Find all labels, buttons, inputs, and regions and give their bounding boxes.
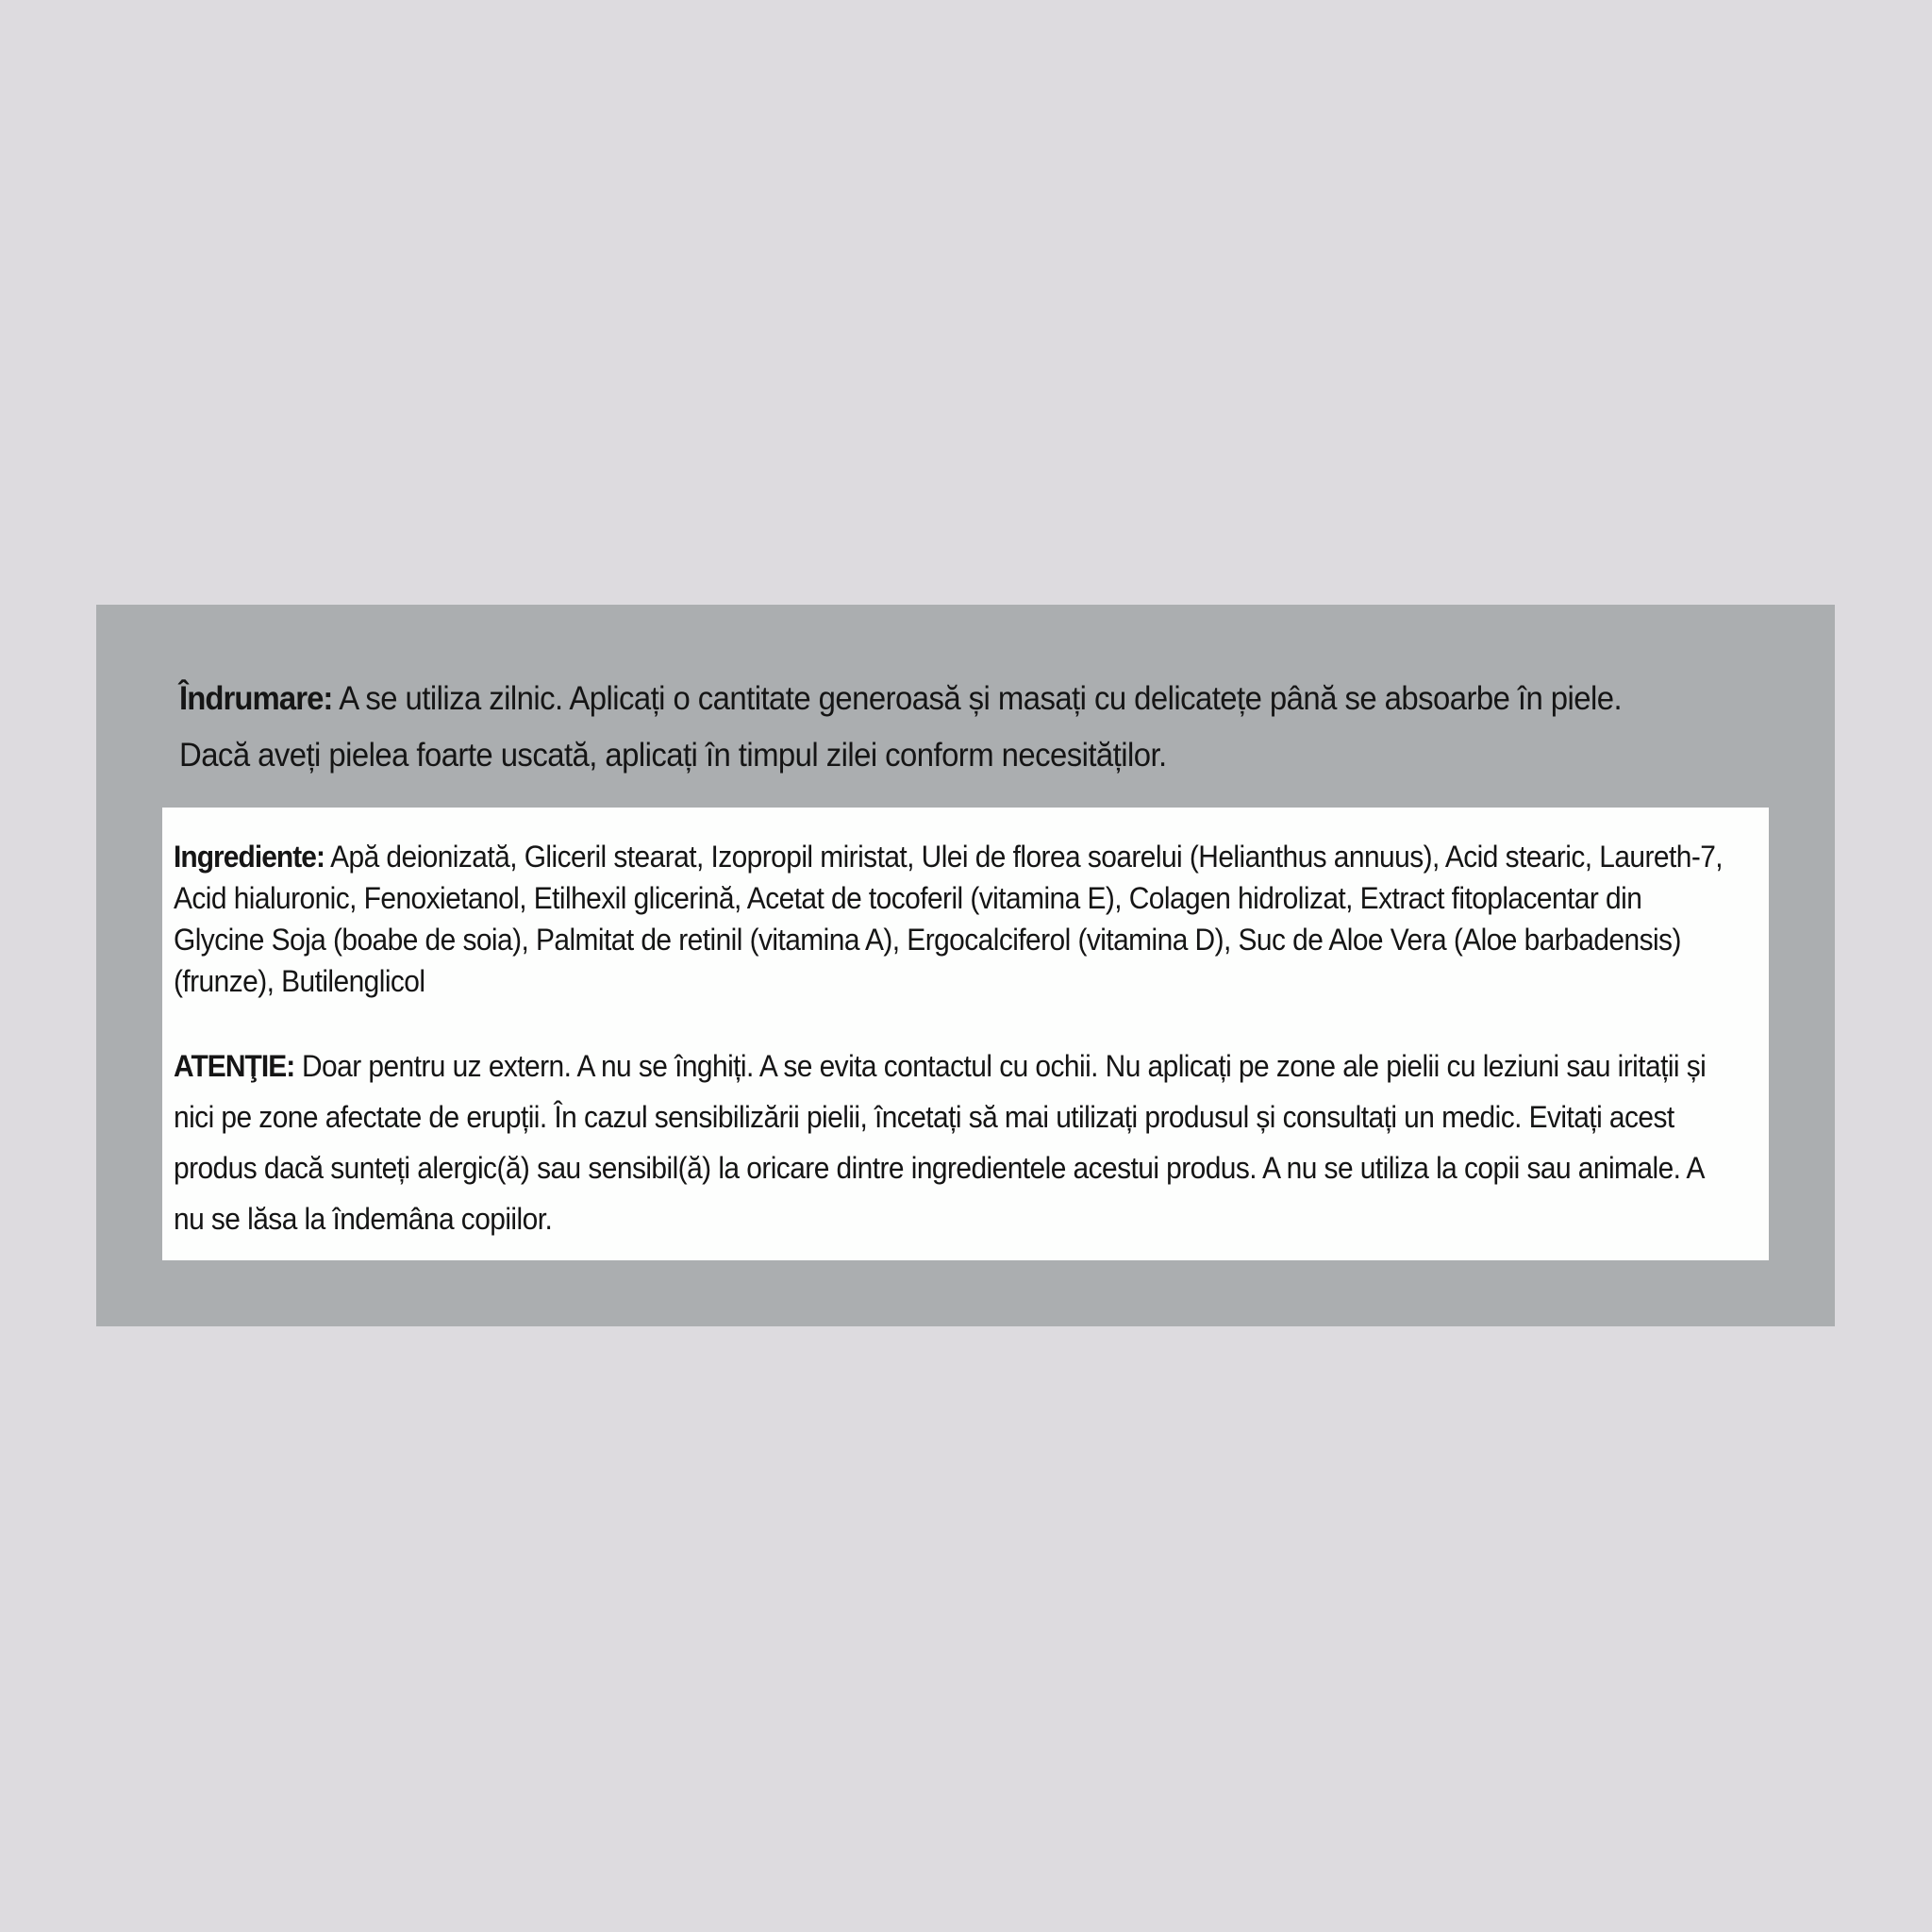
warning-text: Doar pentru uz extern. A nu se înghiți. A se evita contactul cu ochii. Nu aplicați pe zone ale pielii cu leziuni sau iritații și nici pe zone afectate de erupții. În cazul sensibilizării pielii, încetați să mai utilizați produsul și consultați un medic. Evitați acest produs dacă sunteți alergic(ă) sau sensibil(ă) la oricare dintre ingredientele acestui produs. A nu se utiliza la copii sau animale. A nu se lăsa la îndemâna copiilor. — [174, 1049, 1707, 1236]
ingredients-text: Apă deionizată, Gliceril stearat, Izopropil miristat, Ulei de florea soarelui (Helianthus annuus), Acid stearic, Laureth-7, Acid hialuronic, Fenoxietanol, Etilhexil glicerină, Acetat de tocoferil (vitamina E), Colagen hidrolizat, Extract fitoplacentar din Glycine Soja (boabe de soia), Palmitat de retinil (vitamina A), Ergocalciferol (vitamina D), Suc de Aloe Vera (Aloe barbadensis)(frunze), Butilenglicol — [174, 840, 1724, 998]
ingredients-warning-box — [162, 808, 1769, 1260]
ingredients-heading: Ingrediente: — [174, 840, 325, 874]
directions-text: A se utiliza zilnic. Aplicați o cantitate generoasă și masați cu delicatețe până se absoarbe în piele. Dacă aveți pielea foarte uscată, aplicați în timpul zilei conform necesităților. — [179, 680, 1623, 774]
directions-heading: Îndrumare: — [179, 680, 333, 717]
warning-heading: ATENŢIE: — [174, 1049, 295, 1083]
product-label-panel — [96, 605, 1835, 1326]
ingredients-paragraph — [174, 836, 1726, 1002]
warning-paragraph — [174, 1041, 1726, 1244]
directions-paragraph — [179, 671, 1687, 784]
